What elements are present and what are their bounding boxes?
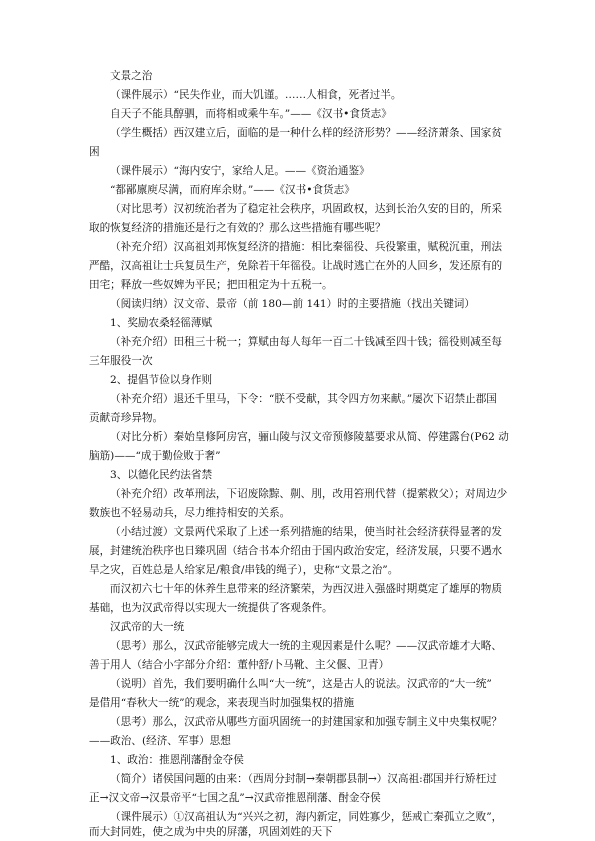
subheading-measure-3: 3、以德化民约法省禁 [110, 469, 213, 481]
paragraph-line: （对比思考）汉初统治者为了稳定社会秩序，巩固政权，达到长治久安的目的，所采 [110, 203, 502, 215]
paragraph-line: （补充介绍）退还千里马，下令：“朕不受献，其令四方勿来献。”屡次下诏禁止郡国 [110, 393, 497, 405]
paragraph-line: （学生概括）西汉建立后，面临的是一种什么样的经济形势？——经济萧条、国家贫 [110, 127, 502, 139]
paragraph-line: 三年服役一次 [89, 355, 153, 367]
subheading-measure-1: 1、奖励农桑轻徭薄赋 [110, 317, 213, 329]
section-heading-wudi: 汉武帝的大一统 [110, 621, 185, 633]
paragraph-line: （课件展示）①汉高祖认为“兴兴之初，海内新定，同姓寡少，惩戒亡秦孤立之败”， [110, 811, 503, 823]
subheading-measure-2: 2、提倡节俭以身作则 [110, 374, 213, 386]
paragraph-line: （补充介绍）田租三十税一；算赋由每人每年一百二十钱减至四十钱；徭役则减至每 [110, 336, 502, 348]
paragraph-line: 取的恢复经济的措施还是行之有效的？那么这些措施有哪些呢？ [89, 222, 386, 234]
paragraph-line: 自天子不能具醇驷，而将相或乘牛车。”——《汉书•食货志》 [110, 108, 392, 120]
paragraph-line: 而大封同姓，使之成为中央的屏藩，巩固刘姓的天下 [89, 826, 333, 838]
paragraph-line: 展，封建统治秩序也日臻巩固（结合书本介绍由于国内政治安定，经济发展，只要不遇水 [89, 545, 503, 557]
paragraph-line: 贡献奇珍异物。 [89, 412, 164, 424]
paragraph-line: （补充介绍）汉高祖刘邦恢复经济的措施：相比秦徭役、兵役繁重，赋税沉重，刑法 [110, 241, 502, 253]
paragraph-line: （说明）首先，我们要明确什么叫“大一统”，这是古人的说法。汉武帝的“大一统” [110, 678, 492, 690]
paragraph-line: （补充介绍）改革刑法，下诏废除黥、劓、刖，改用笞刑代替（提萦救父）；对周边少 [110, 488, 508, 500]
paragraph-line: （思考）那么，汉武帝能够完成大一统的主观因素是什么呢？——汉武帝雄才大略、 [110, 640, 502, 652]
paragraph-line: （简介）诸侯国问题的由来：（西周分封制→秦朝郡县制→）汉高祖:郡国并行矫枉过 [110, 773, 497, 785]
paragraph-line: （课件展示）“民失作业，而大饥谨。……人相食，死者过半。 [110, 89, 402, 101]
paragraph-line: （阅读归纳）汉文帝、景帝（前 180—前 141）时的主要措施（找出关键词） [110, 298, 475, 310]
paragraph-line: 脑筋)——“成于勤俭败于奢” [89, 450, 221, 462]
paragraph-line: （思考）那么，汉武帝从哪些方面巩固统一的封建国家和加强专制主义中央集权呢？ [110, 716, 502, 728]
paragraph-line: （对比分析）秦始皇修阿房宫，骊山陵与汉文帝预修陵墓要求从简、停建露台(P62 动 [110, 431, 509, 443]
paragraph-line: 正→汉文帝→汉景帝平“七国之乱”→汉武帝推恩削藩、酎金夺侯 [89, 792, 381, 804]
paragraph-line: ——政治、(经济、军事）思想 [89, 735, 231, 747]
paragraph-line: 困 [89, 146, 100, 158]
section-heading-wenjing: 文景之治 [110, 70, 153, 82]
paragraph-line: 数族也不轻易动兵，尽力维持相安的关系。 [89, 507, 291, 519]
paragraph-line: 旱之灾，百姓总是人给家足/粮食/串钱的绳子），史称“文景之治”。 [89, 564, 399, 576]
paragraph-line: 严酷，汉高祖让士兵复员生产，免除若干年徭役。让战时逃亡在外的人回乡，发还原有的 [89, 260, 503, 272]
paragraph-line: 而汉初六七十年的休养生息带来的经济繁荣，为西汉进入强盛时期奠定了雄厚的物质 [110, 583, 502, 595]
paragraph-line: 基础，也为汉武帝得以实现大一统提供了客观条件。 [89, 602, 333, 614]
paragraph-line: 善于用人（结合小字部分介绍：董仲舒/卜马靴、主父偃、卫青） [89, 659, 390, 671]
paragraph-line: 田宅；释放一些奴婢为平民；把田租定为十五税一。 [89, 279, 333, 291]
subheading-politics: 1、政治：推恩削藩酎金夺侯 [110, 754, 244, 766]
paragraph-line: （小结过渡）文景两代采取了上述一系列措施的结果，使当时社会经济获得显著的发 [110, 526, 502, 538]
paragraph-line: 是借用“春秋大一统”的观念，来表现当时加强集权的措施 [89, 697, 355, 709]
paragraph-line: “都鄙廪庾尽满，而府库余财。”——《汉书•食货志》 [110, 184, 355, 196]
paragraph-line: （课件展示）“海内安宁，家给人足。——《资治通鉴》 [110, 165, 370, 177]
